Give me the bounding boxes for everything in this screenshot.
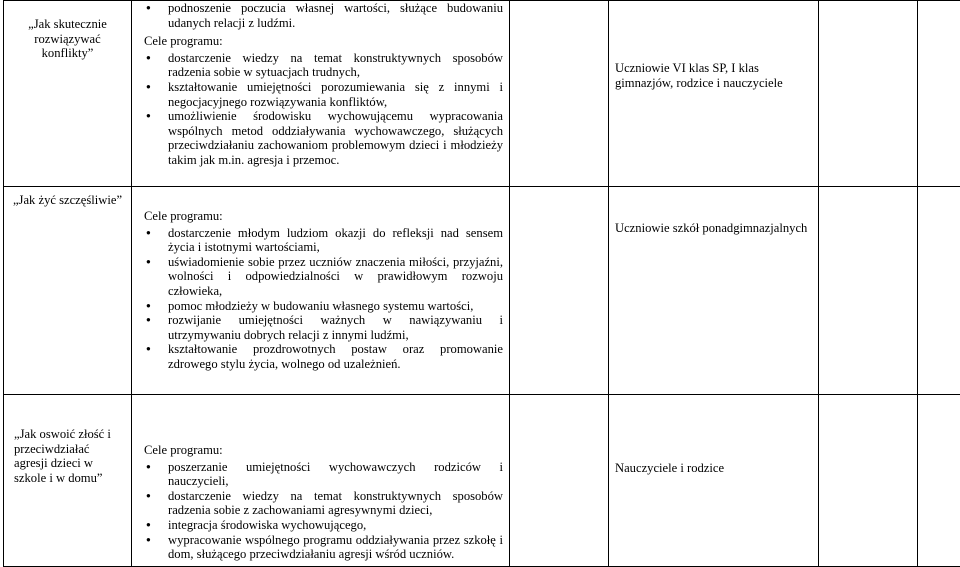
- list-item: ● umożliwienie środowisku wychowującemu wypracowania wspólnych metod oddziaływania wychowawczego, służących przeciwdziałaniu zachowaniom problemowym dzieci i młodzieży takim jak m.in. agresja i przemoc.: [144, 109, 503, 167]
- goals-heading: Cele programu:: [144, 34, 503, 49]
- list-item: ● dostarczenie wiedzy na temat konstruktywnych sposobów radzenia sobie z zachowaniami agresywnymi dzieci,: [144, 489, 503, 518]
- program-title: „Jak żyć szczęśliwie”: [4, 187, 131, 208]
- list-item: ● uświadomienie sobie przez uczniów znaczenia miłości, przyjaźni, wolności i odpowiedzialności w prawidłowym rozwoju człowieka,: [144, 255, 503, 299]
- program-title: „Jak skutecznie rozwiązywać konflikty”: [4, 1, 131, 61]
- goals-list: [144, 460, 503, 562]
- goals-list: [144, 51, 503, 168]
- target-group: Uczniowie szkół ponadgimnazjalnych: [609, 187, 818, 236]
- topic-cell: [4, 395, 132, 567]
- list-item: ● dostarczenie młodym ludziom okazji do refleksji nad sensem życia i istotnymi wartościami,: [144, 226, 503, 255]
- table-row: [4, 187, 960, 395]
- list-item: ● pomoc młodzieży w budowaniu własnego systemu wartości,: [144, 299, 503, 314]
- list-item: ● integracja środowiska wychowującego,: [144, 518, 503, 533]
- goals-heading: Cele programu:: [144, 209, 503, 224]
- empty-cell: [510, 187, 609, 395]
- empty-cell: [819, 395, 918, 567]
- target-group: Uczniowie VI klas SP, I klas gimnazjów, rodzice i nauczyciele: [609, 1, 818, 90]
- pre-goals-list: [144, 1, 503, 30]
- list-item: ● wypracowanie wspólnego programu oddziaływania przez szkołę i dom, służącego przeciwdziałaniu agresji wśród uczniów.: [144, 533, 503, 562]
- empty-cell: [510, 395, 609, 567]
- goals-cell: [132, 395, 510, 567]
- list-item: ● rozwijanie umiejętności ważnych w nawiązywaniu i utrzymywaniu dobrych relacji z innymi ludźmi,: [144, 313, 503, 342]
- empty-cell: [819, 1, 918, 187]
- table-row: [4, 1, 960, 187]
- target-cell: [609, 1, 819, 187]
- list-item: ● poszerzanie umiejętności wychowawczych rodziców i nauczycieli,: [144, 460, 503, 489]
- topic-cell: [4, 1, 132, 187]
- empty-cell: [918, 1, 960, 187]
- empty-cell: [918, 187, 960, 395]
- program-title: „Jak oswoić złość i przeciwdziałać agresji dzieci w szkole i w domu”: [4, 395, 131, 485]
- program-table: [3, 0, 960, 567]
- goals-cell: [132, 187, 510, 395]
- list-item: ● kształtowanie umiejętności porozumiewania się z innymi i negocjacyjnego rozwiązywania konfliktów,: [144, 80, 503, 109]
- target-cell: [609, 395, 819, 567]
- goals-cell: [132, 1, 510, 187]
- target-group: Nauczyciele i rodzice: [609, 395, 818, 476]
- empty-cell: [918, 395, 960, 567]
- empty-cell: [819, 187, 918, 395]
- table-row: [4, 395, 960, 567]
- target-cell: [609, 187, 819, 395]
- goals-heading: Cele programu:: [144, 443, 503, 458]
- topic-cell: [4, 187, 132, 395]
- list-item: ● podnoszenie poczucia własnej wartości, służące budowaniu udanych relacji z ludźmi.: [144, 1, 503, 30]
- list-item: ● dostarczenie wiedzy na temat konstruktywnych sposobów radzenia sobie w sytuacjach trudnych,: [144, 51, 503, 80]
- list-item: ● kształtowanie prozdrowotnych postaw oraz promowanie zdrowego stylu życia, wolnego od uzależnień.: [144, 342, 503, 371]
- empty-cell: [510, 1, 609, 187]
- goals-list: [144, 226, 503, 372]
